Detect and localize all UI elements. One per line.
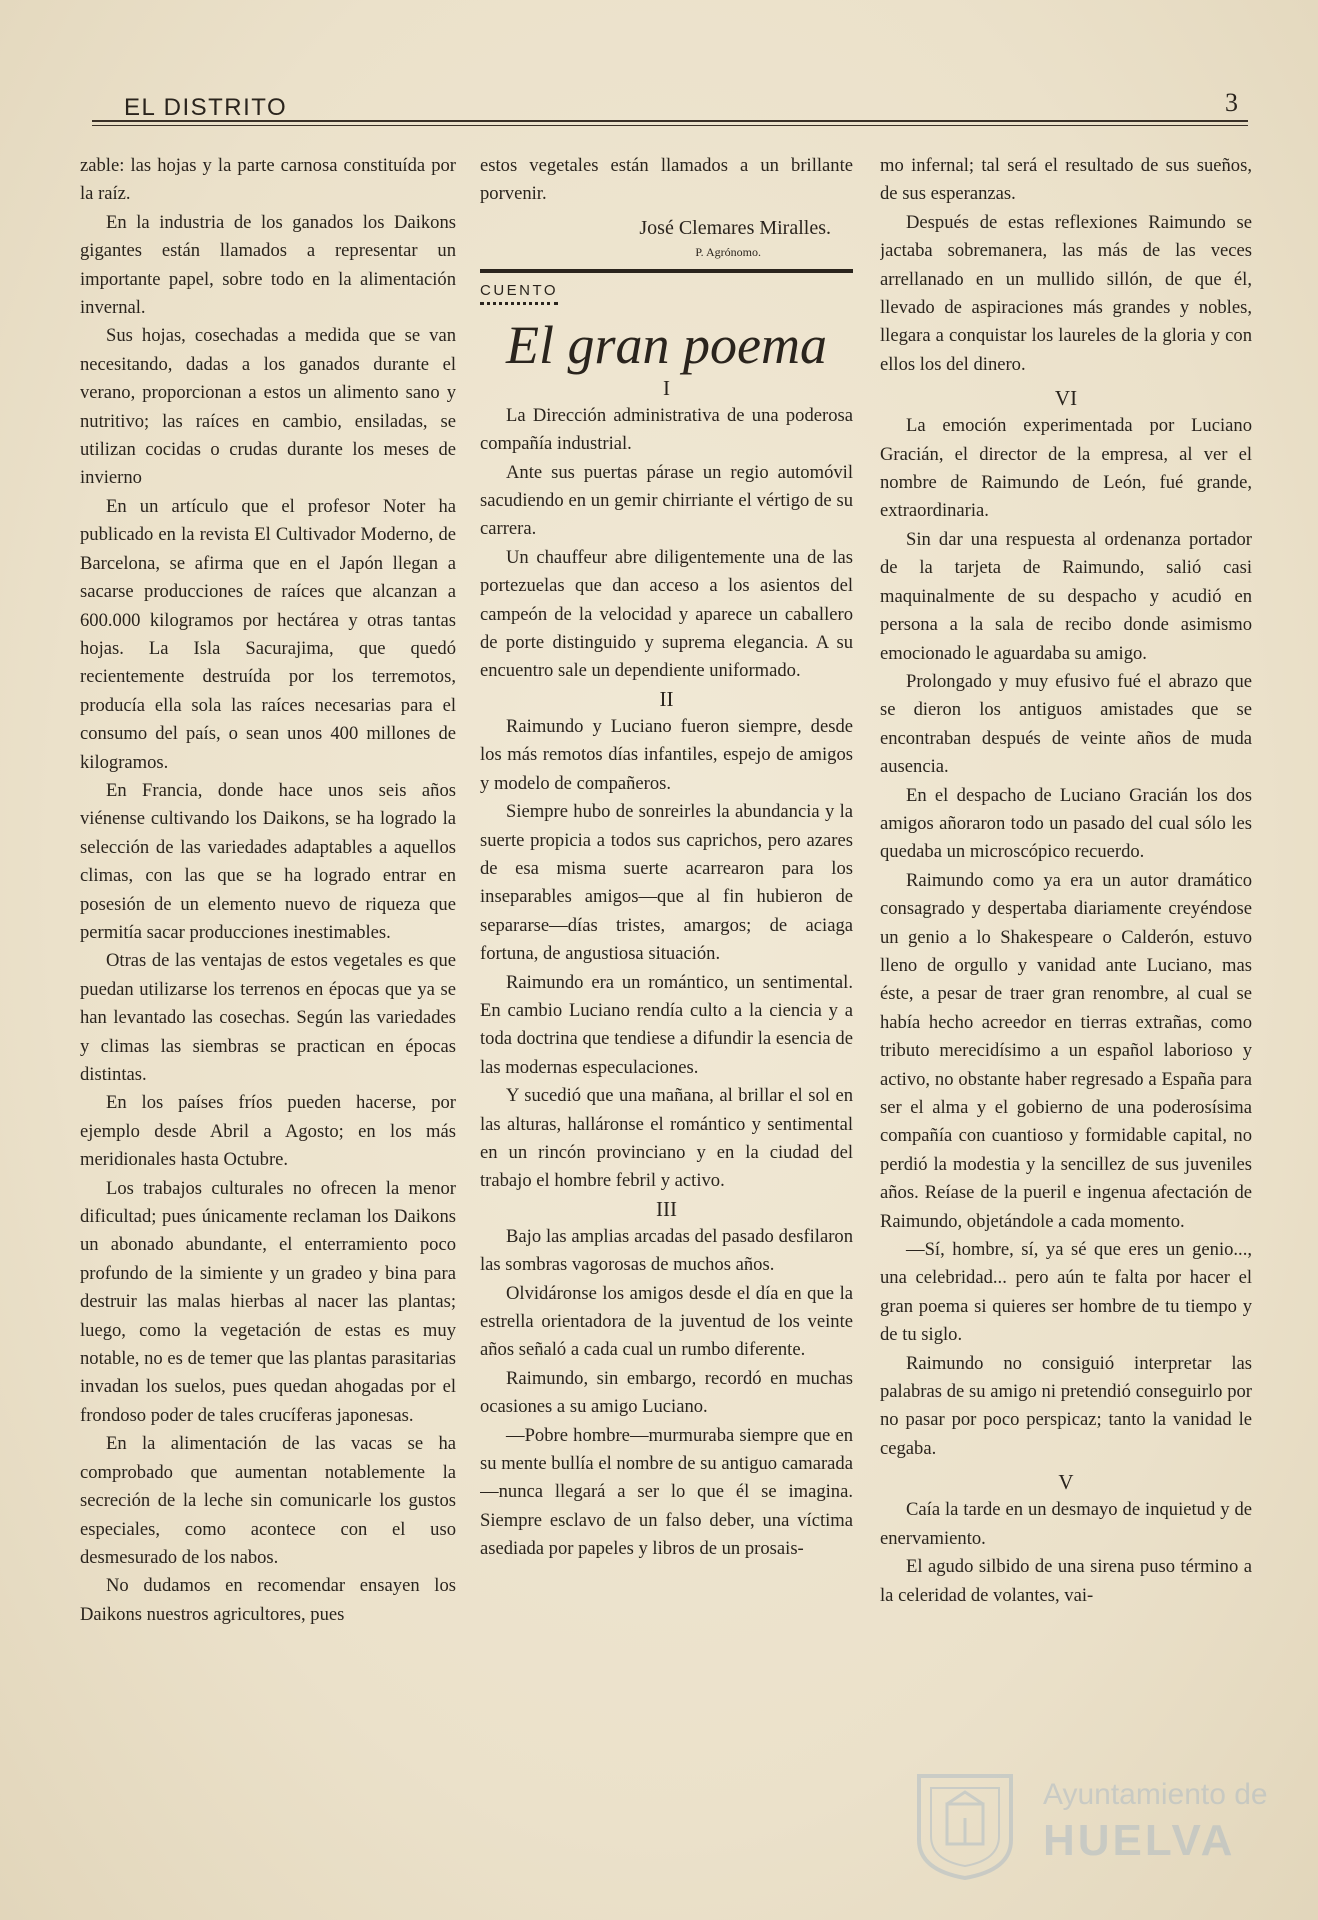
paragraph: Raimundo no consiguió interpretar las palabras de su amigo ni pretendió conseguirlo por no pasar por poco perspicaz; tanto la vanidad le cegaba. [880, 1352, 1252, 1459]
paragraph: El agudo silbido de una sirena puso término a la celeridad de volantes, vai- [880, 1556, 1252, 1606]
paragraph: Caía la tarde en un desmayo de inquietud y de enervamiento. [880, 1499, 1252, 1549]
paragraph: Raimundo como ya era un autor dramático consagrado y despertaba diariamente creyéndose un genio a lo Shakespeare o Calderón, estuvo lleno de orgullo y vanidad ante Luciano, mas éste, a pesar de traer gran renombre, al cual se había hecho acreedor en tierras extrañas, como tributo merecidísimo a un español laborioso y activo, no obstante haber regresado a España para ser el alma y el gobierno de una poderosísima compañía con cuantioso y formidable capital, no perdió la modestia y la sencillez de sus juveniles años. Reíase de la pueril e ingenua afectación de Raimundo, objetándole a cada momento. [880, 869, 1252, 1232]
paragraph: Raimundo era un romántico, un sentimental. En cambio Luciano rendía culto a la ciencia y a toda doctrina que tendiese a difundir la esencia de las modernas especulaciones. [480, 971, 853, 1078]
header-rule-thin [92, 125, 1248, 126]
paragraph: —Sí, hombre, sí, ya sé que eres un genio..., una celebridad... pero aún te falta por hacer el gran poema si quieres ser hombre de tu tiempo y de tu siglo. [880, 1239, 1252, 1346]
column-1 [80, 152, 456, 1772]
watermark-line2: HUELVA [1043, 1816, 1236, 1865]
paragraph: En el despacho de Luciano Gracián los dos amigos añoraron todo un pasado del cual sólo les quedaba un microscópico recuerdo. [880, 784, 1252, 863]
signature-block [480, 213, 853, 261]
article-ending: estos vegetales están llamados a un brillante porvenir. [480, 155, 853, 205]
story-title: El gran poema [506, 314, 827, 375]
chapter-numeral: VI [1054, 386, 1078, 411]
section-divider [480, 269, 853, 273]
archive-watermark [905, 1770, 1268, 1882]
header-rule [92, 120, 1248, 122]
watermark-line1: Ayuntamiento de [1043, 1778, 1268, 1811]
paragraph: zable: las hojas y la parte carnosa constituída por la raíz. [80, 155, 456, 205]
paragraph: En la industria de los ganados los Daikons gigantes están llamados a representar un importante papel, sobre todo en la alimentación invernal. [80, 211, 456, 319]
column-3 [880, 152, 1252, 1772]
paragraph: En Francia, donde hace unos seis años viénense cultivando los Daikons, se ha logrado la selección de las variedades adaptables a aquellos climas, con las que se ha logrado entrar en posesión de un elemento nuevo de riqueza que permitía sacar producciones inestimables. [80, 779, 456, 943]
paragraph: Olvidáronse los amigos desde el día en que la estrella orientadora de la juventud de los veinte años señaló a cada cual un rumbo diferente. [480, 1282, 853, 1361]
page-number: 3 [1225, 88, 1238, 117]
author-title: P. Agrónomo. [695, 244, 761, 259]
paragraph: Raimundo, sin embargo, recordó en muchas ocasiones a su amigo Luciano. [480, 1367, 853, 1418]
paragraph: Sin dar una respuesta al ordenanza portador de la tarjeta de Raimundo, salió casi maquinalmente de su despacho y acudió en persona a la sala de recibo donde asimismo emocionado le aguardaba su amigo. [880, 528, 1252, 664]
newspaper-name: EL DISTRITO [124, 94, 288, 121]
paragraph: Sus hojas, cosechadas a medida que se van necesitando, dadas a los ganados durante el verano, proporcionan a estos un alimento sano y nutritivo; las raíces en cambio, ensiladas, se utilizan cocidas o crudas durante los meses de invierno [80, 325, 456, 489]
paragraph: Siempre hubo de sonreirles la abundancia y la suerte propicia a todos sus caprichos, pero azares de esa misma suerte acarrearon para los inseparables amigos—que al fin hubieron de separarse—días tristes, amargos; de aciaga fortuna, de angustiosa situación. [480, 801, 853, 965]
paragraph: Ante sus puertas párase un regio automóvil sacudiendo en un gemir chirriante el vértigo de su carrera. [480, 461, 853, 540]
paragraph: Bajo las amplias arcadas del pasado desfilaron las sombras vagorosas de muchos años. [480, 1225, 853, 1276]
column-2 [480, 152, 853, 1772]
paragraph: En los países fríos pueden hacerse, por ejemplo desde Abril a Agosto; en los más meridionales hasta Octubre. [80, 1092, 456, 1171]
paragraph: Otras de las ventajas de estos vegetales es que puedan utilizarse los terrenos en épocas que ya se han levantado las cosechas. Según las variedades y climas las siembras se practican en épocas distintas. [80, 950, 456, 1085]
paragraph: mo infernal; tal será el resultado de sus sueños, de sus esperanzas. [880, 155, 1252, 205]
paragraph: Los trabajos culturales no ofrecen la menor dificultad; pues únicamente reclaman los Daikons un abonado abundante, el enterramiento poco profundo de la simiente y un gradeo y bina para destruir las malas hierbas al nacer las plantas; luego, como la vegetación de estas es muy notable, no es de temer que las plantas parasitarias invadan los suelos, pues quedan ahogadas por el frondoso poder de tales crucíferas japonesas. [80, 1177, 456, 1426]
author-name: José Clemares Miralles. [639, 216, 831, 239]
paragraph: En un artículo que el profesor Noter ha publicado en la revista El Cultivador Moderno, de Barcelona, se afirma que en el Japón llegan a sacarse producciones de raíces que alcanzan a 600.000 kilogramos por hectárea y otras tantas hojas. La Isla Sacurajima, que quedó recientemente destruída por los terremotos, producía ella sola las raíces necesarias para el consumo del país, o sean unos 400 millones de kilogramos. [80, 495, 456, 773]
paragraph: Después de estas reflexiones Raimundo se jactaba sobremanera, las más de las veces arrellanado en un mullido sillón, de que él, llevado de aspiraciones más grandes y nobles, llegara a conquistar los laureles de la gloria y con ellos los del dinero. [880, 211, 1252, 375]
chapter-numeral: II [659, 686, 674, 711]
coat-of-arms-icon [905, 1770, 1025, 1882]
paragraph: Un chauffeur abre diligentemente una de las portezuelas que dan acceso a los asientos del campeón de la velocidad y aparece un caballero de porte distinguido y suprema elegancia. A su encuentro sale un dependiente uniformado. [480, 546, 853, 682]
paragraph: —Pobre hombre—murmuraba siempre que en su mente bullía el nombre de su antiguo camarada—nunca llegará a ser lo que él se imagina. Siempre esclavo de un falso deber, una víctima asediada por papeles y libros de un prosais- [480, 1424, 853, 1560]
paragraph: Y sucedió que una mañana, al brillar el sol en las alturas, halláronse el romántico y sentimental en un rincón provinciano y en la ciudad del trabajo el hombre febril y activo. [480, 1085, 853, 1192]
chapter-numeral: I [663, 375, 670, 400]
paragraph: No dudamos en recomendar ensayen los Daikons nuestros agricultores, pues [80, 1575, 456, 1625]
section-label: CUENTO [480, 281, 558, 305]
chapter-numeral: III [656, 1196, 677, 1221]
paragraph: En la alimentación de las vacas se ha comprobado que aumentan notablemente la secreción de la leche sin comunicarle los gustos especiales, como acontece con el uso desmesurado de los nabos. [80, 1433, 456, 1568]
running-head [92, 86, 1248, 122]
paragraph: Prolongado y muy efusivo fué el abrazo que se dieron los antiguos amistades que se encontraban después de veinte años de muda ausencia. [880, 670, 1252, 778]
paragraph: La emoción experimentada por Luciano Gracián, el director de la empresa, al ver el nombre de Raimundo de León, fué grande, extraordinaria. [880, 415, 1252, 522]
chapter-numeral: V [1058, 1470, 1074, 1495]
paragraph: Raimundo y Luciano fueron siempre, desde los más remotos días infantiles, espejo de amigos y modelo de compañeros. [480, 715, 853, 794]
paragraph: La Dirección administrativa de una poderosa compañía industrial. [480, 404, 853, 455]
